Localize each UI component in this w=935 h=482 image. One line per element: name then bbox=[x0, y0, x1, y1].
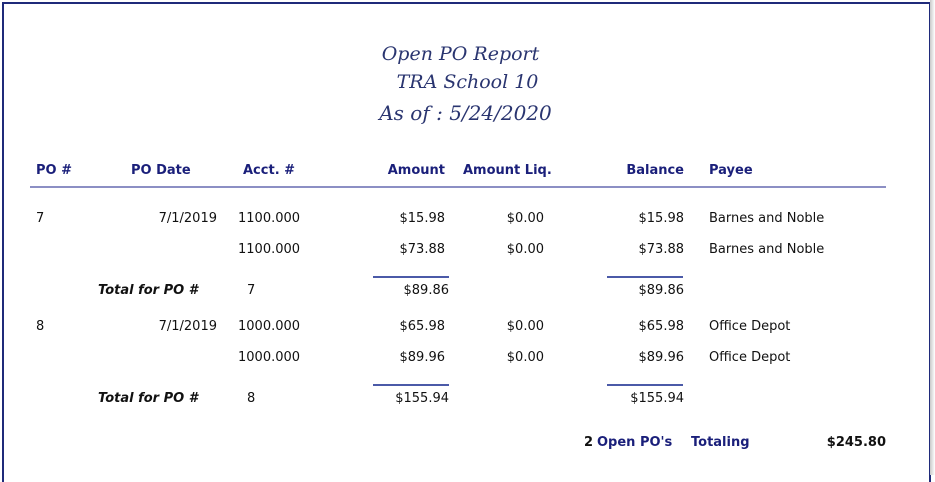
acct-number: 1000.000 bbox=[238, 350, 301, 365]
report-title: Open PO Report bbox=[381, 43, 540, 65]
amount: $65.98 bbox=[399, 319, 445, 334]
po-date: 7/1/2019 bbox=[158, 211, 217, 226]
header-acct-number: Acct. # bbox=[243, 163, 296, 178]
balance-subtotal-rule bbox=[607, 276, 683, 278]
balance: $73.88 bbox=[638, 242, 684, 257]
as-of-date: As of : 5/24/2020 bbox=[379, 101, 552, 125]
amount-subtotal-rule bbox=[373, 384, 449, 386]
payee: Barnes and Noble bbox=[709, 211, 825, 226]
open-pos-label: Open PO's bbox=[597, 435, 673, 450]
header-po-number: PO # bbox=[36, 163, 72, 178]
po-number: 8 bbox=[36, 319, 45, 334]
po-number: 7 bbox=[36, 211, 45, 226]
total-amount: $89.86 bbox=[403, 283, 449, 298]
total-for-po-label: Total for PO # bbox=[98, 283, 198, 298]
amount-liq: $0.00 bbox=[506, 319, 544, 334]
amount: $89.96 bbox=[399, 350, 445, 365]
balance-subtotal-rule bbox=[607, 384, 683, 386]
header-amount-liq: Amount Liq. bbox=[463, 163, 552, 178]
total-po-number: 8 bbox=[247, 391, 256, 406]
payee: Barnes and Noble bbox=[709, 242, 825, 257]
header-divider bbox=[30, 186, 886, 188]
school-name: TRA School 10 bbox=[396, 71, 539, 93]
amount: $15.98 bbox=[399, 211, 445, 226]
acct-number: 1000.000 bbox=[238, 319, 301, 334]
grand-total: $245.80 bbox=[826, 435, 886, 450]
payee: Office Depot bbox=[709, 319, 791, 334]
balance: $89.96 bbox=[638, 350, 684, 365]
amount-liq: $0.00 bbox=[506, 242, 544, 257]
amount-liq: $0.00 bbox=[506, 350, 544, 365]
payee: Office Depot bbox=[709, 350, 791, 365]
amount-liq: $0.00 bbox=[506, 211, 544, 226]
totaling-label: Totaling bbox=[691, 435, 750, 450]
total-balance: $155.94 bbox=[630, 391, 684, 406]
total-for-po-label: Total for PO # bbox=[98, 391, 198, 406]
balance: $15.98 bbox=[638, 211, 684, 226]
acct-number: 1100.000 bbox=[238, 242, 301, 257]
po-date: 7/1/2019 bbox=[158, 319, 217, 334]
total-amount: $155.94 bbox=[395, 391, 449, 406]
header-amount: Amount bbox=[387, 163, 445, 178]
total-po-number: 7 bbox=[247, 283, 256, 298]
open-po-count: 2 bbox=[584, 435, 594, 450]
acct-number: 1100.000 bbox=[238, 211, 301, 226]
header-balance: Balance bbox=[626, 163, 684, 178]
balance: $65.98 bbox=[638, 319, 684, 334]
header-payee: Payee bbox=[709, 163, 753, 178]
total-balance: $89.86 bbox=[638, 283, 684, 298]
header-po-date: PO Date bbox=[131, 163, 191, 178]
amount: $73.88 bbox=[399, 242, 445, 257]
amount-subtotal-rule bbox=[373, 276, 449, 278]
